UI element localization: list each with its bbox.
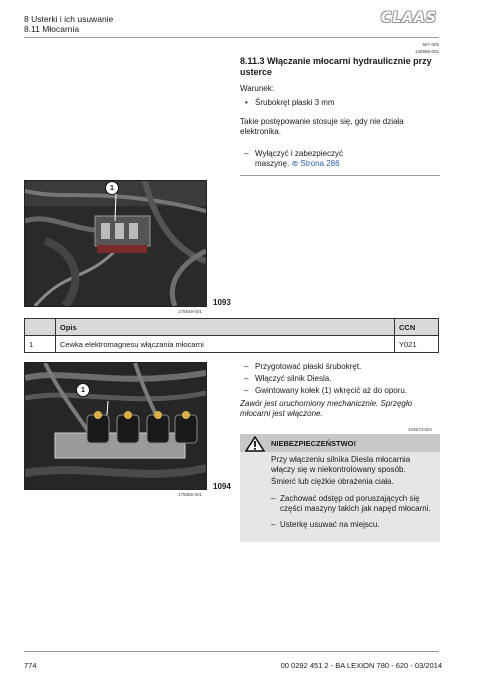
row-ccn: Y021	[395, 336, 439, 353]
figure-1094-number: 1094	[213, 482, 231, 491]
col-ccn-header: CCN	[395, 319, 439, 336]
col-description-header: Opis	[56, 319, 395, 336]
subchapter-title: 8.11 Młocarnia	[24, 24, 80, 34]
step-list-item: Przygotować płaski śrubokręt.	[255, 362, 362, 371]
danger-text-1: Przy włączeniu silnika Diesla młocarnia włączy się w niekontrolowany sposób.	[271, 455, 411, 474]
table-row	[25, 336, 439, 353]
header-rule	[24, 37, 439, 38]
page-reference-link[interactable]: Strona 286	[300, 159, 340, 168]
callout-1-figure-1093: 1	[105, 181, 119, 195]
page-number: 774	[24, 661, 37, 670]
danger-action-1: Zachować odstęp od poruszających się części maszyny takich jak napęd młocarni.	[280, 494, 431, 513]
photo-valve-block-overview	[24, 180, 207, 307]
dash-icon: –	[244, 374, 249, 383]
parts-table-header	[25, 319, 439, 336]
step-list-item: Włączyć silnik Diesla.	[255, 374, 332, 383]
danger-doc-id: 103673-002	[408, 427, 433, 432]
bullet-icon: •	[245, 98, 248, 107]
step-1	[255, 149, 365, 169]
page-reference-icon: ⊚	[291, 159, 299, 168]
danger-action-2: Usterkę usuwać na miejscu.	[280, 520, 380, 529]
condition-label: Warunek:	[240, 84, 274, 93]
dash-icon: –	[244, 362, 249, 371]
intro-text: Takie postępowanie stosuje się, gdy nie działa elektronika.	[240, 117, 404, 136]
doc-id-2: 138966-001	[414, 49, 439, 54]
dash-icon: –	[271, 520, 276, 529]
footer-document-id: 00 0292 451 2 - BA LEXION 780 - 620 - 03/2014	[280, 661, 442, 670]
danger-title: NIEBEZPIECZEŃSTWO!	[271, 439, 357, 448]
engine-bay-illustration	[25, 181, 206, 306]
danger-text-2: Śmierć lub ciężkie obrażenia ciała.	[271, 477, 394, 486]
row-index: 1	[25, 336, 56, 353]
figure-1093-number: 1093	[213, 298, 231, 307]
figure-1094-photo-id: 175856-001	[178, 492, 203, 497]
doc-id-1: 557-005	[422, 42, 439, 47]
section-title: 8.11.3 Włączanie młocarni hydraulicznie przy usterce	[240, 56, 432, 77]
row-description: Cewka elektromagnesu włączania młocarni	[56, 336, 395, 353]
footer-rule	[24, 651, 439, 652]
parts-table	[24, 318, 439, 353]
chapter-title: 8 Usterki i ich usuwanie	[24, 14, 114, 24]
callout-1-figure-1094: 1	[76, 383, 90, 397]
dash-icon: –	[244, 386, 249, 395]
dash-icon: –	[244, 149, 249, 158]
step-result: Zawór jest uruchomiony mechanicznie. Sprzęgło młocarni jest włączone.	[240, 399, 413, 418]
dash-icon: –	[271, 494, 276, 503]
condition-item: Śrubokręt płaski 3 mm	[255, 98, 335, 107]
claas-logo: CLAAS	[381, 10, 437, 26]
section-rule	[240, 175, 440, 176]
step-1-text: Wyłączyć i zabezpieczyć maszynę.	[255, 149, 343, 168]
step-list-item: Gwintowany kołek (1) wkręcić aż do oporu.	[255, 386, 408, 395]
photo-solenoid-valves	[24, 362, 207, 490]
warning-triangle-icon	[245, 436, 265, 452]
danger-warning-box	[240, 434, 440, 542]
figure-1093-photo-id: 175849-001	[178, 309, 203, 314]
solenoid-valve-illustration	[25, 363, 206, 489]
col-index-header	[25, 319, 56, 336]
